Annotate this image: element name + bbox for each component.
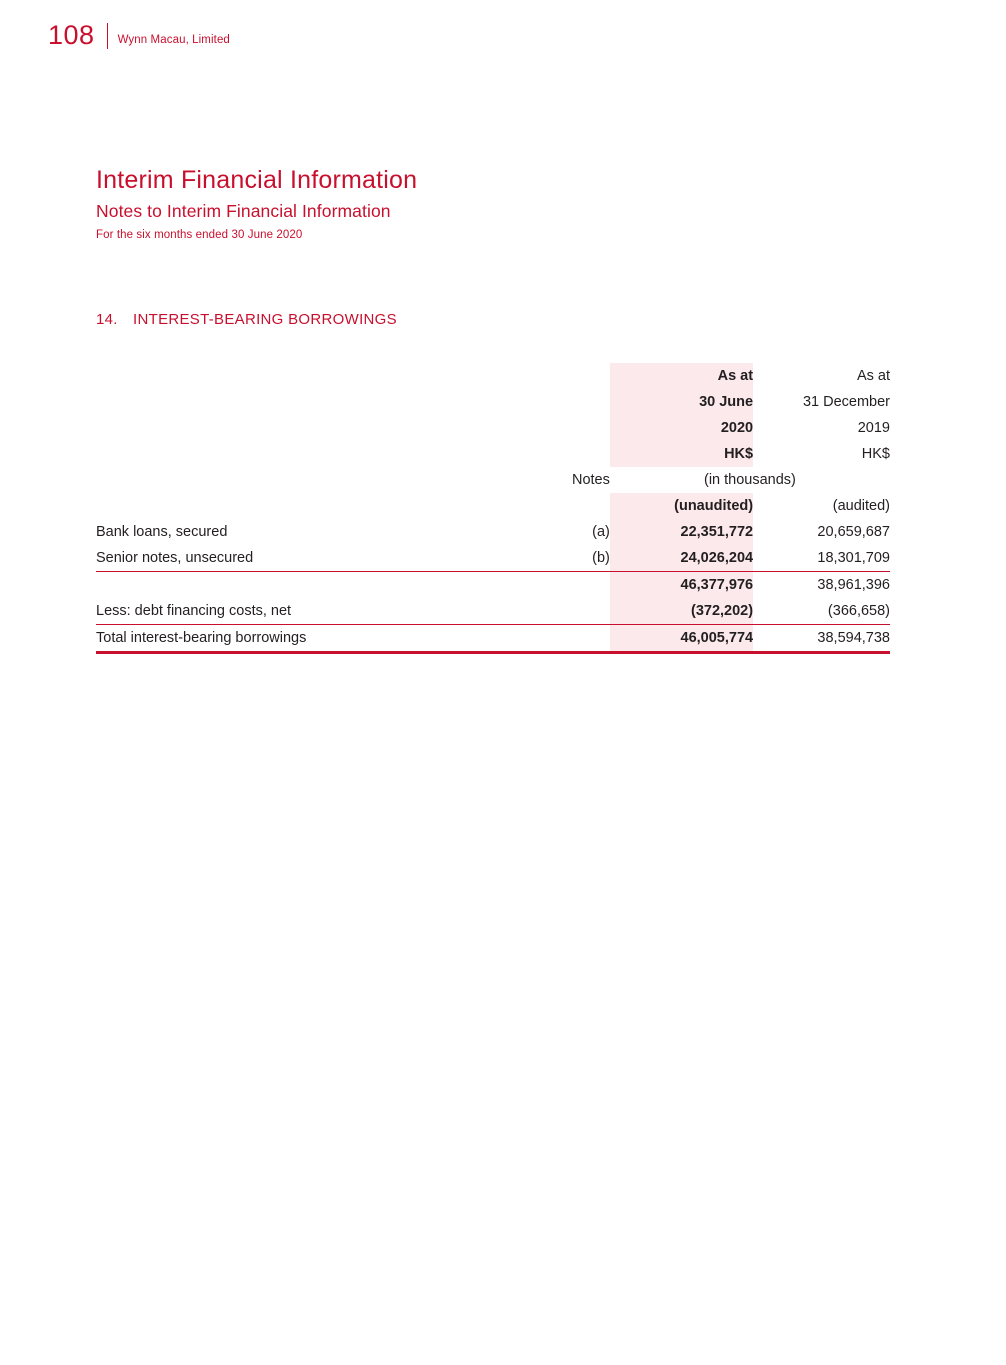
- header-blank-1: [96, 363, 494, 389]
- table-header-row-1: [96, 363, 890, 389]
- header-blank-3: [96, 389, 494, 415]
- note-heading: [96, 311, 397, 328]
- page-number: 108: [48, 20, 95, 50]
- col-previous-as-at: As at: [856, 368, 890, 384]
- row-label-senior-notes: Senior notes, unsecured: [96, 550, 254, 566]
- table-header-row-2: [96, 389, 890, 415]
- col-previous-status: (audited): [832, 498, 890, 514]
- col-current-as-at: As at: [610, 363, 753, 389]
- page-header: [48, 22, 230, 49]
- row-previous-subtotal: 38,961,396: [817, 577, 890, 593]
- row-current-total: 46,005,774: [610, 625, 753, 651]
- borrowings-table-wrapper: [96, 363, 890, 654]
- col-previous-currency: HK$: [861, 446, 890, 462]
- table-row: [96, 545, 890, 571]
- header-blank-11: [494, 493, 610, 519]
- table-header-row-5: [96, 467, 890, 493]
- col-previous-year: 2019: [857, 420, 890, 436]
- table-header-row-6: [96, 493, 890, 519]
- col-current-year: 2020: [610, 415, 753, 441]
- company-name: Wynn Macau, Limited: [117, 33, 230, 46]
- row-label-bank-loans: Bank loans, secured: [96, 524, 228, 540]
- divider-total-bottom: [96, 651, 890, 654]
- table-header-row-4: [96, 441, 890, 467]
- row-label-financing-costs: Less: debt financing costs, net: [96, 603, 292, 619]
- header-blank-2: [494, 363, 610, 389]
- col-previous-date: 31 December: [802, 394, 890, 410]
- header-blank-7: [96, 441, 494, 467]
- row-previous-total: 38,594,738: [817, 630, 890, 646]
- row-current-financing-costs: (372,202): [610, 598, 753, 624]
- col-notes-header: Notes: [571, 472, 610, 488]
- page-subtitle: Notes to Interim Financial Information: [96, 200, 391, 221]
- header-blank-5: [96, 415, 494, 441]
- row-note-financing-costs: [494, 598, 610, 624]
- table-row-total: [96, 625, 890, 651]
- row-label-subtotal: [96, 572, 494, 598]
- row-note-bank-loans[interactable]: (a): [592, 524, 610, 540]
- note-title: INTEREST-BEARING BORROWINGS: [133, 311, 397, 328]
- page-title: Interim Financial Information: [96, 166, 418, 194]
- table-row-subtotal: [96, 572, 890, 598]
- header-blank-4: [494, 389, 610, 415]
- row-previous-financing-costs: (366,658): [827, 603, 890, 619]
- interest-bearing-borrowings-table: [96, 363, 890, 654]
- col-current-currency: HK$: [610, 441, 753, 467]
- row-label-total: Total interest-bearing borrowings: [96, 630, 307, 646]
- header-blank-8: [494, 441, 610, 467]
- row-previous-senior-notes: 18,301,709: [817, 550, 890, 566]
- row-note-total: [494, 625, 610, 651]
- table-header-row-3: [96, 415, 890, 441]
- col-current-status: (unaudited): [610, 493, 753, 519]
- row-current-subtotal: 46,377,976: [610, 572, 753, 598]
- note-number: 14.: [96, 311, 118, 328]
- reporting-period: For the six months ended 30 June 2020: [96, 228, 303, 241]
- title-block: [96, 166, 417, 241]
- row-current-bank-loans: 22,351,772: [610, 519, 753, 545]
- table-row-deduction: [96, 598, 890, 624]
- header-divider: [107, 23, 108, 49]
- row-previous-bank-loans: 20,659,687: [817, 524, 890, 540]
- header-blank-10: [96, 493, 494, 519]
- col-units-header: (in thousands): [703, 472, 796, 488]
- row-current-senior-notes: 24,026,204: [610, 545, 753, 571]
- row-note-subtotal: [494, 572, 610, 598]
- header-blank-9: [96, 467, 494, 493]
- col-current-date: 30 June: [610, 389, 753, 415]
- header-blank-6: [494, 415, 610, 441]
- table-row: [96, 519, 890, 545]
- row-note-senior-notes[interactable]: (b): [592, 550, 610, 566]
